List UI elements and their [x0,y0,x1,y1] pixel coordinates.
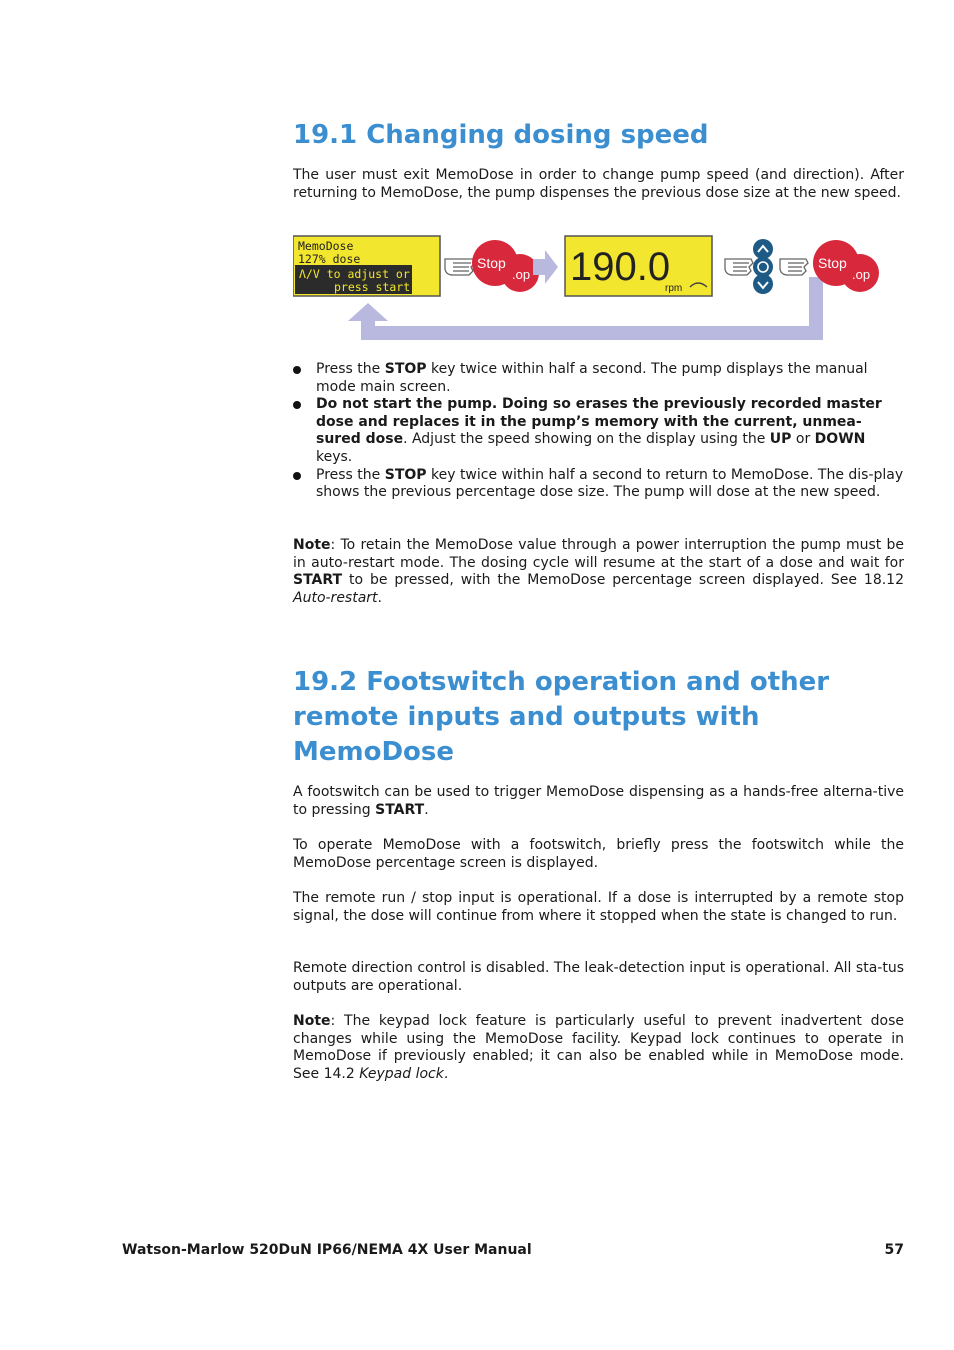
section-19-1-note: Note: To retain the MemoDose value through a power interruption the pump must be in auto-restart mode. The dosing cycle will resume at the start of a dose and wait for START to be pressed, with the MemoDose percentage screen displayed. See 18.12 Auto-restart. [293,537,904,606]
stop-label-2: Stop [818,255,847,271]
rpm-lcd-screen [565,236,712,296]
stop-key-icon-1 [472,240,539,292]
instruction-bullet-list [293,361,904,502]
page-footer [122,1241,904,1259]
lcd2-value: 190.0 [570,245,671,289]
section-19-2-paragraph-2: To operate MemoDose with a footswitch, briefly press the footswitch while the MemoDose percentage screen is displayed. [293,837,904,871]
memodose-lcd-screen [293,236,440,296]
pointing-hand-icon [725,259,753,275]
lcd2-unit: rpm [665,283,683,294]
lcd1-line1: MemoDose [298,239,354,253]
lcd1-line2: 127% dose [298,252,361,266]
return-arrow-head [348,303,388,321]
pointing-hand-icon [780,259,808,275]
op-label: .op [512,267,531,282]
section-19-2-paragraph-1: A footswitch can be used to trigger MemoDose dispensing as a hands-free alterna-tive to pressing START. [293,784,904,818]
section-19-2-paragraph-3: The remote run / stop input is operational. If a dose is interrupted by a remote stop signal, the dose will continue from where it stopped when the state is changed to run. [293,890,904,924]
memodose-speed-change-figure [293,233,904,343]
list-item: Do not start the pump. Doing so erases the previously recorded master dose and replaces it in the pump’s memory with the current, unmea-sured dose. Adjust the speed showing on the display using the UP or DOWN keys. [293,396,904,466]
footer-title: Watson-Marlow 520DuN IP66/NEMA 4X User Manual [122,1242,532,1258]
section-19-1-intro: The user must exit MemoDose in order to change pump speed (and direction). After returning to MemoDose, the pump dispenses the previous dose size at the new speed. [293,167,904,201]
section-19-1-heading: 19.1 Changing dosing speed [293,120,709,150]
op-label-2: .op [852,267,871,282]
lcd1-line4: press start [334,280,411,294]
stop-label: Stop [477,255,506,271]
up-down-keys-icon [753,239,773,294]
section-19-2-heading: 19.2 Footswitch operation and other remote inputs and outputs with MemoDose [293,667,830,767]
section-19-2-paragraph-4: Remote direction control is disabled. The leak-detection input is operational. All sta-tus outputs are operational. [293,960,904,994]
section-19-2-note: Note: The keypad lock feature is particularly useful to prevent inadvertent dose changes while using the MemoDose facility. Keypad lock continues to operate in MemoDose if previously enabled; it can also be enabled while in MemoDose mode. See 14.2 Keypad lock. [293,1013,904,1082]
page-number: 57 [884,1242,904,1258]
list-item: Press the STOP key twice within half a second to return to MemoDose. The dis-play shows the previous percentage dose size. The pump will dose at the new speed. [293,467,904,502]
lcd1-line3: Λ/V to adjust or [299,267,410,281]
pointing-hand-icon [445,259,475,275]
list-item: Press the STOP key twice within half a second. The pump displays the manual mode main screen. [293,361,904,396]
